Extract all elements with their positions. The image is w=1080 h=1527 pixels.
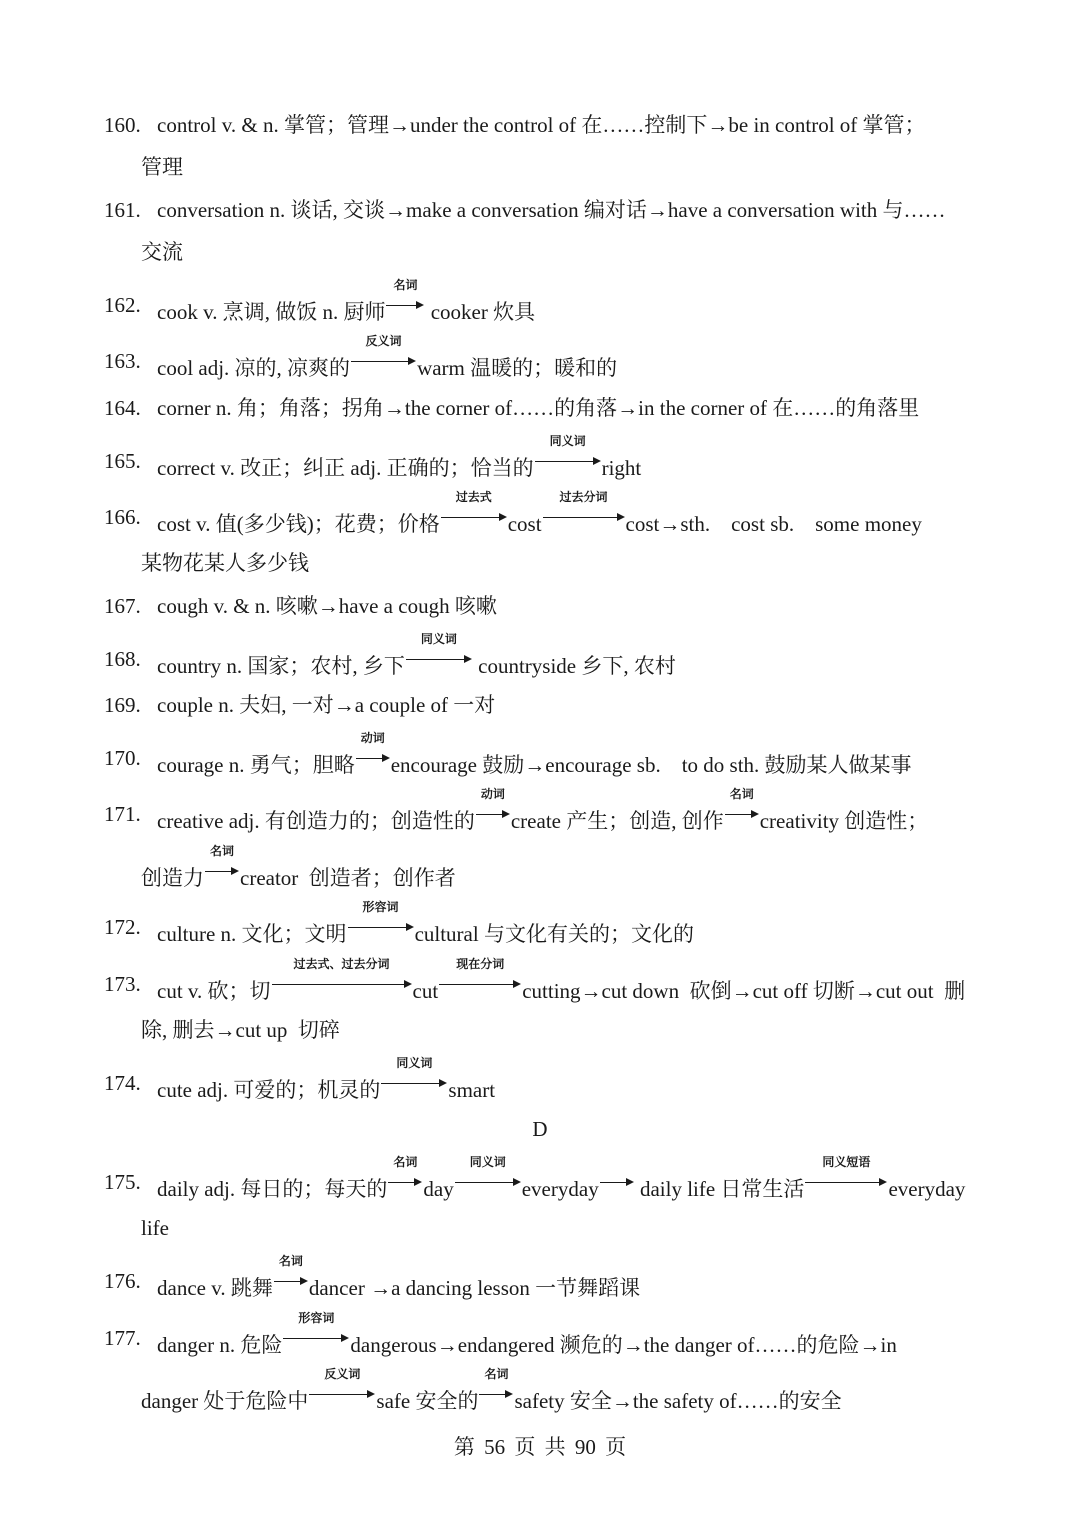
labeled-arrow: 同义词 [535,447,601,475]
entry-number: 170. [104,746,141,770]
entry-text: courage n. 勇气；胆略 动词 encourage 鼓励→encourage sb. to do sth. 鼓励某人做某事 [157,731,912,777]
labeled-arrow: 同义短语 [805,1168,887,1196]
labeled-arrow: 反义词 [351,347,416,375]
entry-number: 173. [104,972,141,996]
labeled-arrow: 名词 [725,800,759,828]
entry-number: 176. [104,1269,141,1293]
arrow-icon [513,980,521,988]
arrow-icon [382,754,390,762]
arrow-icon [751,810,759,818]
arrow-icon [626,1178,634,1186]
entry-text-continued: life [141,1216,169,1240]
arrow-icon [416,301,424,309]
entry-text: corner n. 角；角落；拐角→the corner of……的角落→in the corner of 在……的角落里 [157,396,920,420]
labeled-arrow: 过去分词 [543,503,625,531]
arrow-icon [404,980,412,988]
arrow-icon [505,1390,513,1398]
entry-text: cool adj. 凉的, 凉爽的 反义词 warm 温暖的；暖和的 [157,334,618,380]
entry-number: 162. [104,293,141,317]
labeled-arrow: 名词 [386,291,424,319]
arrow-icon [414,1178,422,1186]
entry-text-continued: 除, 删去→cut up 切碎 [141,1018,340,1042]
arrow-icon [502,810,510,818]
entry-number: 161. [104,198,141,222]
entry-text: culture n. 文化；文明 形容词 cultural 与文化有关的；文化的 [157,900,694,946]
labeled-arrow: 动词 [356,744,390,772]
arrow-icon [367,1390,375,1398]
entry-text: cost v. 值(多少钱)；花费；价格 过去式 cost 过去分词 cost→sth. cost sb. some money [157,490,922,536]
arrow-icon [879,1178,887,1186]
arrow-icon [499,513,507,521]
entry-number: 163. [104,349,141,373]
entry-number: 165. [104,449,141,473]
labeled-arrow: 过去式 [441,503,507,531]
labeled-arrow: 反义词 [309,1380,375,1408]
entry-text: danger n. 危险 形容词 dangerous→endangered 濒危的→the danger of……的危险→in [157,1311,897,1357]
section-heading: D [532,1117,548,1141]
entry-text-continued: 管理 [141,155,183,179]
entry-number: 171. [104,802,141,826]
entry-text: cough v. & n. 咳嗽→have a cough 咳嗽 [157,594,497,618]
entry-text: couple n. 夫妇, 一对→a couple of 一对 [157,693,496,717]
labeled-arrow: 现在分词 [439,970,521,998]
arrow-icon [231,867,239,875]
entry-number: 167. [104,594,141,618]
arrow-icon [408,357,416,365]
entry-text-continued: danger 处于危险中 反义词 safe 安全的 名词 safety 安全→the safety of……的安全 [141,1367,842,1413]
entry-number: 175. [104,1170,141,1194]
entry-text: creative adj. 有创造力的；创造性的 动词 create 产生；创造, 创作 名词 creativity 创造性； [157,787,929,833]
entry-text: cook v. 烹调, 做饭 n. 厨师 名词 cooker 炊具 [157,278,536,324]
arrow-icon [617,513,625,521]
entry-number: 169. [104,693,141,717]
arrow-icon [439,1079,447,1087]
entry-text: conversation n. 谈话, 交谈→make a conversation 编对话→have a conversation with 与…… [157,198,946,222]
labeled-arrow: 名词 [274,1267,308,1295]
entry-text: daily adj. 每日的；每天的 名词 day 同义词 everyday daily life 日常生活 同义短语 everyday [157,1155,966,1201]
arrow-icon [300,1277,308,1285]
entry-number: 172. [104,915,141,939]
entry-number: 164. [104,396,141,420]
labeled-arrow: 动词 [476,800,510,828]
entry-text: cut v. 砍；切 过去式、过去分词 cut 现在分词 cutting→cut down 砍倒→cut off 切断→cut out 删 [157,957,966,1003]
arrow-icon [593,457,601,465]
labeled-arrow: 名词 [388,1168,422,1196]
arrow-icon [341,1334,349,1342]
arrow-icon [464,655,472,663]
entry-text: cute adj. 可爱的；机灵的 同义词 smart [157,1056,496,1102]
arrow-icon [513,1178,521,1186]
entry-text: dance v. 跳舞 名词 dancer →a dancing lesson 一节舞蹈课 [157,1254,641,1300]
entry-number: 166. [104,505,141,529]
entry-number: 160. [104,113,141,137]
labeled-arrow: 名词 [205,857,239,885]
entry-text: control v. & n. 掌管；管理→under the control of 在……控制下→be in control of 掌管； [157,113,926,137]
entry-number: 177. [104,1326,141,1350]
labeled-arrow: 同义词 [455,1168,521,1196]
entry-text: correct v. 改正；纠正 adj. 正确的；恰当的 同义词 right [157,434,642,480]
labeled-arrow: 形容词 [348,913,414,941]
plain-arrow [600,1168,634,1196]
labeled-arrow: 同义词 [381,1069,447,1097]
page-footer: 第 56 页 共 90 页 [453,1435,627,1459]
entry-text-continued: 创造力 名词 creator 创造者；创作者 [141,844,456,890]
labeled-arrow: 过去式、过去分词 [272,970,412,998]
labeled-arrow: 同义词 [406,645,472,673]
labeled-arrow: 名词 [479,1380,513,1408]
entry-text-continued: 交流 [141,240,183,264]
labeled-arrow: 形容词 [283,1324,349,1352]
entry-text-continued: 某物花某人多少钱 [141,551,309,575]
entry-number: 174. [104,1071,141,1095]
entry-text: country n. 国家；农村, 乡下 同义词 countryside 乡下, 农村 [157,632,676,678]
entry-number: 168. [104,647,141,671]
arrow-icon [406,923,414,931]
